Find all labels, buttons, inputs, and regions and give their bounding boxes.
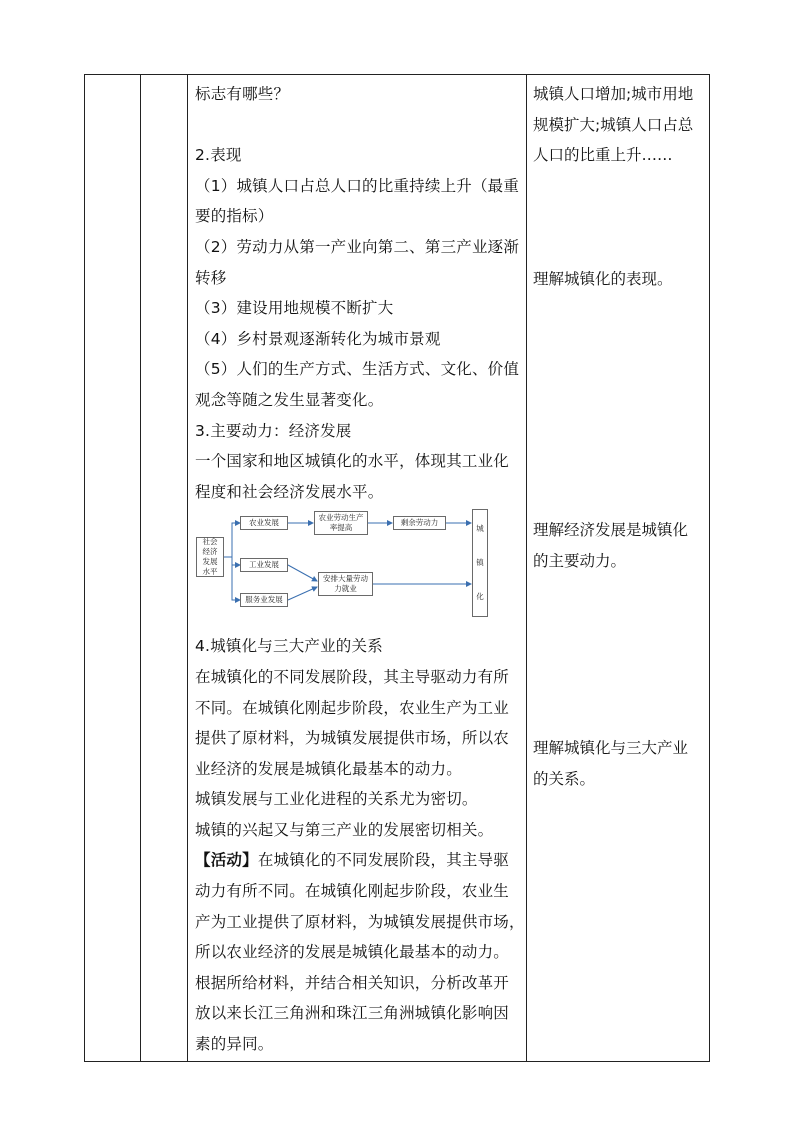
diagram-node-surplus-labor: 剩余劳动力 — [393, 516, 446, 530]
diagram-node-industry: 工业发展 — [240, 558, 288, 572]
list-item: （1）城镇人口占总人口的比重持续上升（最重 — [195, 176, 520, 195]
urbanization-flow-diagram — [196, 515, 506, 625]
paragraph-line: 不同。在城镇化刚起步阶段，农业生产为工业 — [195, 698, 510, 717]
diagram-node-employment: 安排大量劳动 力就业 — [318, 572, 373, 596]
design-intent-cell — [526, 75, 709, 1061]
activity-label: 【活动】 — [195, 851, 258, 870]
diagram-node-economy: 社会 经济 发展 水平 — [196, 537, 224, 577]
section-heading: 3.主要动力：经济发展 — [195, 421, 352, 440]
paragraph-line: 城镇发展与工业化进程的关系尤为密切。 — [195, 790, 478, 809]
paragraph-line: 业经济的发展是城镇化最基本的动力。 — [195, 759, 462, 778]
activity-line: 动力有所不同。在城镇化刚起步阶段，农业生 — [195, 882, 510, 901]
list-item: 转移 — [195, 268, 227, 287]
activity-line: 所以农业经济的发展是城镇化最基本的动力。 — [195, 943, 510, 962]
paragraph-line: 城镇的兴起又与第三产业的发展密切相关。 — [195, 820, 494, 839]
paragraph-line: 在城镇化的不同发展阶段，其主导驱动力有所 — [195, 667, 510, 686]
diagram-node-urbanization: 城 镇 化 — [472, 509, 488, 617]
paragraph-line: 程度和社会经济发展水平。 — [195, 482, 384, 501]
intent-note-economic-driver: 理解经济发展是城镇化 的主要动力。 — [533, 521, 689, 570]
diagram-node-service: 服务业发展 — [240, 593, 288, 607]
section-heading: 4.城镇化与三大产业的关系 — [195, 637, 383, 656]
list-item: 要的指标） — [195, 207, 274, 226]
list-item: 观念等随之发生显著变化。 — [195, 390, 384, 409]
intent-note-three-industries: 理解城镇化与三大产业 的关系。 — [533, 739, 689, 788]
activity-line: 放以来长江三角洲和珠江三角洲城镇化影响因 — [195, 1004, 510, 1023]
activity-line: 素的异同。 — [195, 1035, 274, 1054]
intent-note-performance: 理解城镇化的表现。 — [533, 270, 673, 288]
list-item: （2）劳动力从第一产业向第二、第三产业逐渐 — [195, 237, 520, 256]
activity-line: 【活动】在城镇化的不同发展阶段，其主导驱 — [195, 851, 510, 870]
intent-note-performance-indicators: 城镇人口增加;城市用地 规模扩大;城镇人口占总 人口的比重上升…… — [533, 85, 694, 165]
question-text: 标志有哪些？ — [195, 85, 290, 103]
activity-line: 产为工业提供了原材料，为城镇发展提供市场， — [195, 912, 525, 931]
lesson-table — [84, 74, 710, 1062]
diagram-node-agri-productivity: 农业劳动生产 率提高 — [314, 511, 368, 535]
list-item: （4）乡村景观逐渐转化为城市景观 — [195, 329, 441, 348]
column-divider — [140, 75, 141, 1061]
activity-line: 根据所给材料，并结合相关知识，分析改革开 — [195, 973, 510, 992]
list-item: （3）建设用地规模不断扩大 — [195, 299, 394, 318]
list-item: （5）人们的生产方式、生活方式、文化、价值 — [195, 360, 520, 379]
section-heading: 2.表现 — [195, 146, 242, 165]
diagram-node-agriculture: 农业发展 — [240, 516, 288, 530]
teaching-content-cell — [188, 75, 526, 1061]
paragraph-line: 提供了原材料，为城镇发展提供市场，所以农 — [195, 729, 510, 748]
paragraph-line: 一个国家和地区城镇化的水平，体现其工业化 — [195, 452, 510, 471]
